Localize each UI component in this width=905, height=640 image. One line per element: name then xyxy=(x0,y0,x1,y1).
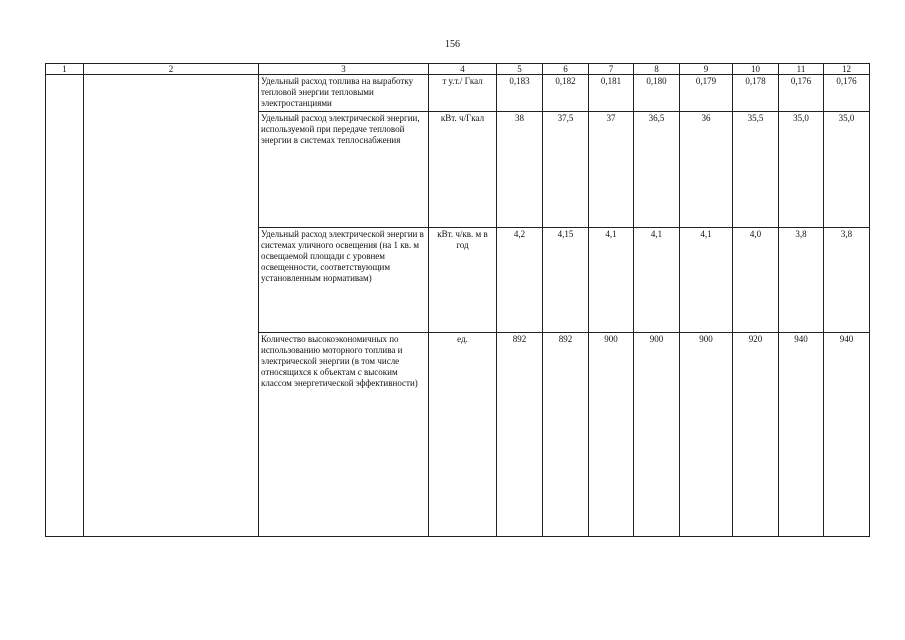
empty-cell xyxy=(84,75,259,537)
unit-cell: кВт. ч/кв. м в год xyxy=(429,228,497,333)
column-number: 10 xyxy=(733,64,779,75)
value-cell: 36 xyxy=(680,112,733,228)
column-number: 5 xyxy=(497,64,543,75)
value-cell: 0,179 xyxy=(680,75,733,112)
column-number: 2 xyxy=(84,64,259,75)
column-number: 1 xyxy=(46,64,84,75)
column-number: 11 xyxy=(779,64,824,75)
value-cell: 4,1 xyxy=(634,228,680,333)
value-cell: 3,8 xyxy=(779,228,824,333)
value-cell: 0,180 xyxy=(634,75,680,112)
value-cell: 3,8 xyxy=(824,228,870,333)
value-cell: 0,182 xyxy=(543,75,589,112)
value-cell: 36,5 xyxy=(634,112,680,228)
column-number: 3 xyxy=(259,64,429,75)
indicator-cell: Удельный расход топлива на выработку тепловой энергии тепловыми электростанциями xyxy=(259,75,429,112)
indicator-cell: Удельный расход электрической энергии, используемой при передаче тепловой энергии в системах теплоснабжения xyxy=(259,112,429,228)
value-cell: 35,0 xyxy=(779,112,824,228)
value-cell: 4,1 xyxy=(680,228,733,333)
value-cell: 892 xyxy=(543,333,589,537)
indicators-table xyxy=(45,63,870,537)
value-cell: 940 xyxy=(824,333,870,537)
page-number: 156 xyxy=(445,39,460,50)
column-number: 12 xyxy=(824,64,870,75)
value-cell: 892 xyxy=(497,333,543,537)
value-cell: 940 xyxy=(779,333,824,537)
indicator-cell: Количество высокоэкономичных по использованию моторного топлива и электрической энергии (в том числе относящихся к объектам с высоким классом энергетической эффективности) xyxy=(259,333,429,537)
column-number: 6 xyxy=(543,64,589,75)
value-cell: 4,1 xyxy=(589,228,634,333)
value-cell: 37,5 xyxy=(543,112,589,228)
column-number: 9 xyxy=(680,64,733,75)
unit-cell: ед. xyxy=(429,333,497,537)
unit-cell: т у.т./ Гкал xyxy=(429,75,497,112)
value-cell: 4,0 xyxy=(733,228,779,333)
column-number: 8 xyxy=(634,64,680,75)
column-number: 7 xyxy=(589,64,634,75)
indicator-cell: Удельный расход электрической энергии в системах уличного освещения (на 1 кв. м освещаемой площади с уровнем освещенности, соответствующим установленным нормативам) xyxy=(259,228,429,333)
value-cell: 35,0 xyxy=(824,112,870,228)
value-cell: 35,5 xyxy=(733,112,779,228)
table-row xyxy=(46,75,870,112)
value-cell: 0,181 xyxy=(589,75,634,112)
value-cell: 900 xyxy=(589,333,634,537)
value-cell: 0,183 xyxy=(497,75,543,112)
value-cell: 4,2 xyxy=(497,228,543,333)
value-cell: 920 xyxy=(733,333,779,537)
unit-cell: кВт. ч/Гкал xyxy=(429,112,497,228)
value-cell: 900 xyxy=(680,333,733,537)
value-cell: 900 xyxy=(634,333,680,537)
value-cell: 37 xyxy=(589,112,634,228)
value-cell: 4,15 xyxy=(543,228,589,333)
value-cell: 0,178 xyxy=(733,75,779,112)
column-number-row xyxy=(46,64,870,75)
value-cell: 38 xyxy=(497,112,543,228)
empty-cell xyxy=(46,75,84,537)
value-cell: 0,176 xyxy=(824,75,870,112)
column-number: 4 xyxy=(429,64,497,75)
value-cell: 0,176 xyxy=(779,75,824,112)
